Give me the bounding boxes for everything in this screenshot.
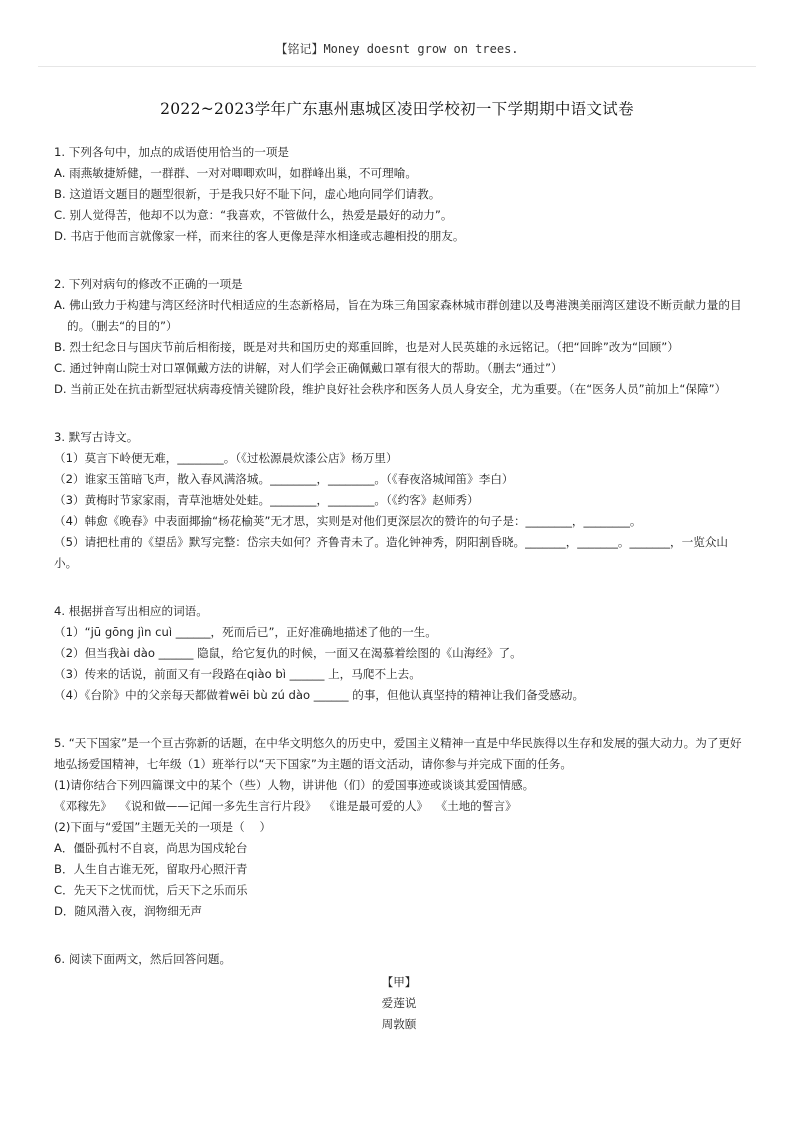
passage-author: 周敦颐 — [381, 1017, 417, 1031]
sub-item-3: （3）传来的话说，前面又有一段路在qiào bì ______ 上，马爬不上去。 — [54, 667, 421, 681]
lesson-titles: 《邓稼先》 《说和做——记闻一多先生言行片段》 《谁是最可爱的人》 《土地的誓言》 — [54, 799, 517, 813]
sub-item-1: （1）莫言下岭便无难，________。（《过松源晨炊漆公店》杨万里） — [54, 451, 398, 465]
option-a: A. 佛山致力于构建与湾区经济时代相适应的生态新格局，旨在为珠三角国家森林城市群创建以及粤港澳美丽湾区建设不断贡献力量的目的。（删去“的目的”） — [54, 298, 742, 333]
spacer — [54, 706, 744, 727]
task-1: (1)请你结合下列四篇课文中的某个（些）人物，讲讲他（们）的爱国事迹或谈谈其爱国情感。 — [54, 778, 535, 792]
question-3 — [54, 427, 744, 574]
option-c: C．先天下之忧而忧，后天下之乐而乐 — [54, 883, 248, 897]
task-2: (2)下面与“爱国”主题无关的一项是（ ） — [54, 820, 272, 834]
question-stem: 4. 根据拼音写出相应的词语。 — [54, 604, 208, 618]
option-d: D. 当前正处在抗击新型冠状病毒疫情关键阶段，维护良好社会秩序和医务人员人身安全，尤为重要。（在“医务人员”前加上“保障”） — [54, 382, 727, 396]
question-4 — [54, 601, 744, 706]
spacer — [54, 574, 744, 595]
sub-item-2: （2）但当我ài dào ______ 隐鼠，给它复仇的时候，一面又在渴慕着绘图的《山海经》了。 — [54, 646, 522, 660]
question-stem: 5. “天下国家”是一个亘古弥新的话题，在中华文明悠久的历史中，爱国主义精神一直是中华民族得以生存和发展的强大动力。为了更好地弘扬爱国精神，七年级（1）班举行以“天下国家”为主题的语文活动，请你参与并完成下面的任务。 — [54, 736, 742, 771]
sub-item-1: （1）“jū gōng jìn cuì ______，死而后已”，正好准确地描述了他的一生。 — [54, 625, 437, 639]
passage-label: 【甲】 — [381, 975, 417, 989]
option-d: D．随风潜入夜，润物细无声 — [54, 904, 203, 918]
spacer — [54, 247, 744, 268]
sub-item-2: （2）谁家玉笛暗飞声，散入春风满洛城。________，________。（《春夜洛城闻笛》李白） — [54, 472, 514, 486]
option-a: A. 雨燕敏捷矫健，一群群、一对对唧唧欢叫，如群峰出巢，不可理喻。 — [54, 166, 417, 180]
sub-item-5: （5）请把杜甫的《望岳》默写完整：岱宗夫如何？齐鲁青未了。造化钟神秀，阴阳割昏晓。_______，_______。_______，一览众山小。 — [54, 535, 729, 570]
spacer — [54, 400, 744, 421]
spacer — [54, 922, 744, 943]
question-stem: 2. 下列对病句的修改不正确的一项是 — [54, 277, 243, 291]
question-6 — [54, 949, 744, 1035]
question-5 — [54, 733, 744, 922]
option-c: C. 通过钟南山院士对口罩佩戴方法的讲解，对人们学会正确佩戴口罩有很大的帮助。（删去“通过”） — [54, 361, 563, 375]
exam-content — [54, 142, 744, 1035]
option-c: C. 别人觉得苦，他却不以为意：“我喜欢，不管做什么，热爱是最好的动力”。 — [54, 208, 453, 222]
sub-item-3: （3）黄梅时节家家雨，青草池塘处处蛙。________，________。（《约客》赵师秀） — [54, 493, 479, 507]
header-divider — [38, 66, 756, 67]
passage-title: 爱莲说 — [381, 996, 417, 1010]
option-b: B．人生自古谁无死，留取丹心照汗青 — [54, 862, 248, 876]
question-1 — [54, 142, 744, 247]
option-b: B. 烈士纪念日与国庆节前后相衔接，既是对共和国历史的郑重回眸，也是对人民英雄的永远铭记。（把“回眸”改为“回顾”） — [54, 340, 679, 354]
option-a: A．僵卧孤村不自哀，尚思为国戍轮台 — [54, 841, 248, 855]
page-header-motto: 【铭记】Money doesnt grow on trees. — [275, 42, 519, 56]
option-d: D. 书店于他而言就像家一样，而来往的客人更像是萍水相逢或志趣相投的朋友。 — [54, 229, 465, 243]
question-stem: 3. 默写古诗文。 — [54, 430, 139, 444]
question-2 — [54, 274, 744, 400]
question-stem: 1. 下列各句中，加点的成语使用恰当的一项是 — [54, 145, 290, 159]
sub-item-4: （4）韩愈《晚春》中表面揶揄“杨花榆荚”无才思，实则是对他们更深层次的赞许的句子是：________，________。 — [54, 514, 642, 528]
exam-title: 2022~2023学年广东惠州惠城区凌田学校初一下学期期中语文试卷 — [160, 100, 634, 118]
sub-item-4: （4）《台阶》中的父亲每天都做着wēi bù zú dào ______ 的事，但他认真坚持的精神让我们备受感动。 — [54, 688, 585, 702]
question-stem: 6. 阅读下面两文，然后回答问题。 — [54, 952, 232, 966]
option-b: B. 这道语文题目的题型很新，于是我只好不耻下问，虚心地向同学们请教。 — [54, 187, 441, 201]
